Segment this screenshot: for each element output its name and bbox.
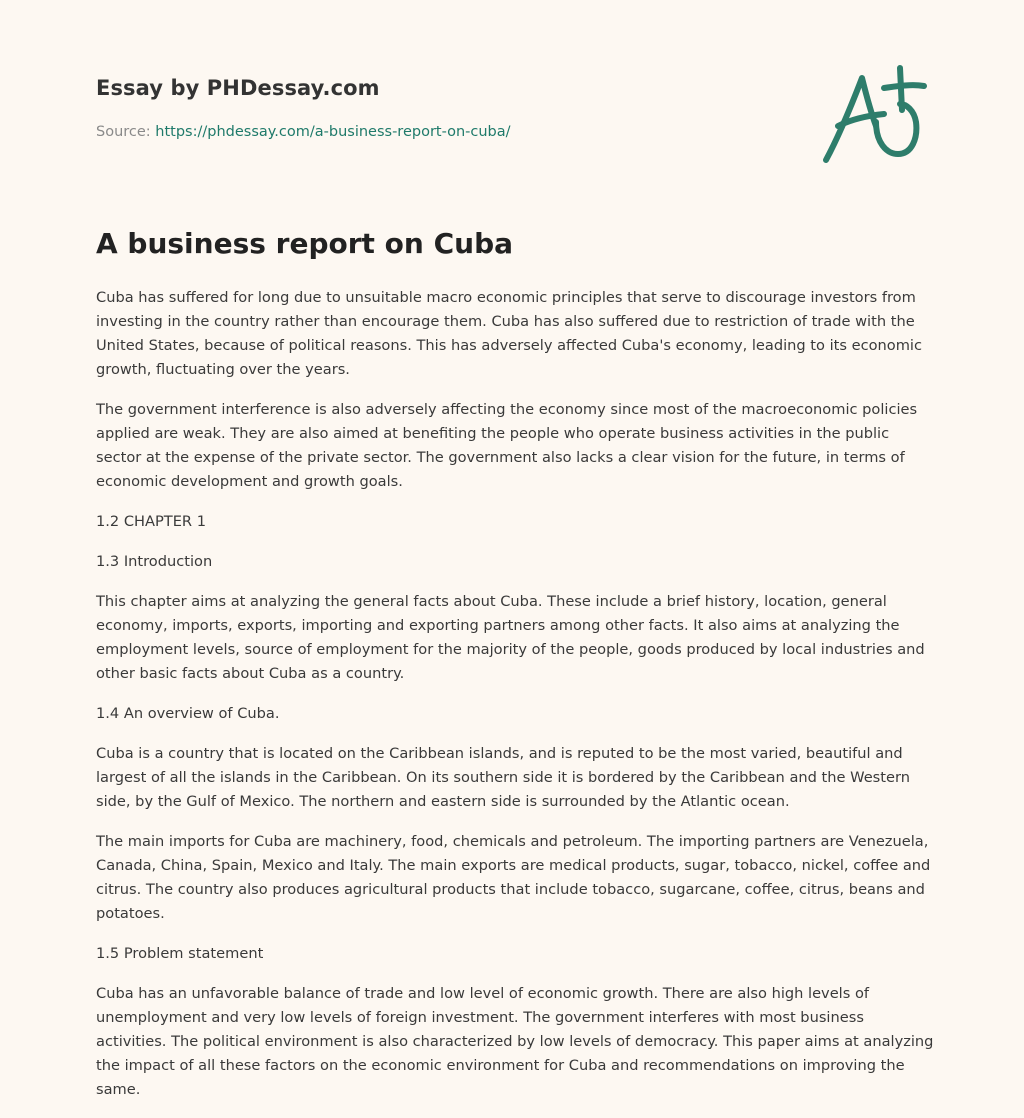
paragraph: The main imports for Cuba are machinery, food, chemicals and petroleum. The importing partners are Venezuela, Canada, China, Spain, Mexico and Italy. The main exports are medical products, sugar, tobacco, nickel, coffee and citrus. The country also produces agricultural products that include tobacco, sugarcane, coffee, citrus, beans and potatoes.: [96, 833, 931, 922]
source-link[interactable]: https://phdessay.com/a-business-report-on-cuba/: [155, 124, 511, 140]
paragraph: The government interference is also adversely affecting the economy since most of the macroeconomic policies applied are weak. They are also aimed at benefiting the people who operate business activities in the public sector at the expense of the private sector. The government also lacks a clear vision for the future, in terms of economic development and growth goals.: [96, 401, 918, 490]
page-header: [96, 0, 928, 200]
document-body: [96, 286, 936, 1118]
section-heading: 1.5 Problem statement: [96, 945, 264, 962]
paragraph: Cuba has suffered for long due to unsuitable macro economic principles that serve to discourage investors from investing in the country rather than encourage them. Cuba has also suffered due to restriction of trade with the United States, because of political reasons. This has adversely affected Cuba's economy, leading to its economic growth, fluctuating over the years.: [96, 289, 923, 378]
source-line: [96, 124, 511, 140]
section-heading: 1.4 An overview of Cuba.: [96, 705, 280, 722]
paragraph: This chapter aims at analyzing the general facts about Cuba. These include a brief history, location, general economy, imports, exports, importing and exporting partners among other facts. It also aims at analyzing the employment levels, source of employment for the majority of the people, goods produced by local industries and other basic facts about Cuba as a country.: [96, 593, 925, 682]
site-title: Essay by PHDessay.com: [96, 76, 380, 100]
section-heading: 1.3 Introduction: [96, 553, 213, 570]
paragraph: Cuba has an unfavorable balance of trade and low level of economic growth. There are also high levels of unemployment and very low levels of foreign investment. The government interferes with most business activities. The political environment is also characterized by low levels of democracy. This paper aims at analyzing the impact of all these factors on the economic environment for Cuba and recommendations on improving the same.: [96, 985, 934, 1098]
a-plus-logo-icon: [820, 64, 930, 168]
paragraph: Cuba is a country that is located on the Caribbean islands, and is reputed to be the most varied, beautiful and largest of all the islands in the Caribbean. On its southern side it is bordered by the Caribbean and the Western side, by the Gulf of Mexico. The northern and eastern side is surrounded by the Atlantic ocean.: [96, 745, 910, 810]
source-label: Source:: [96, 124, 151, 140]
document-title: A business report on Cuba: [96, 227, 514, 260]
essay-page: [96, 0, 934, 1098]
section-heading: 1.2 CHAPTER 1: [96, 513, 206, 530]
